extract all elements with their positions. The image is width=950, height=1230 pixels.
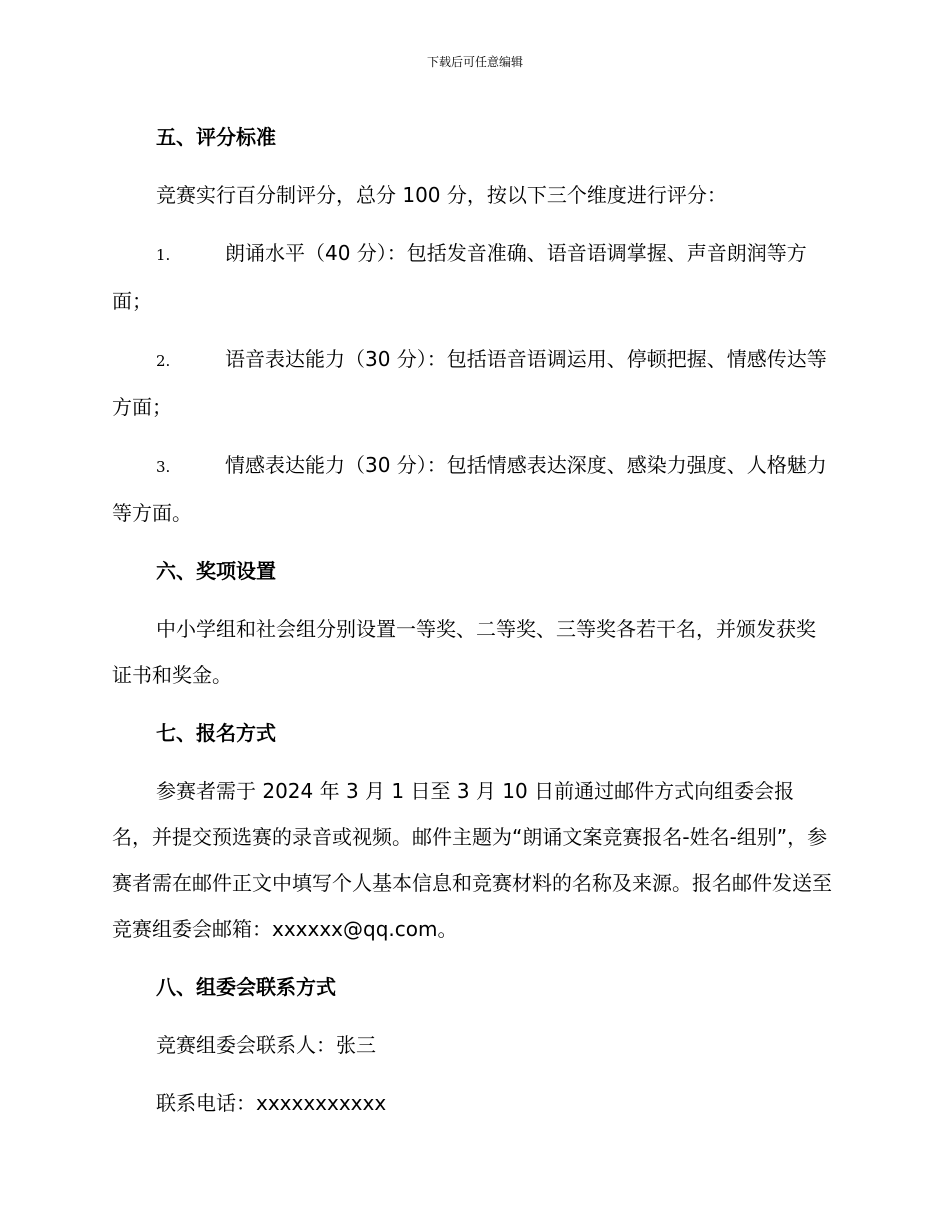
scoring-item (112, 442, 832, 536)
scoring-intro: 竞赛实行百分制评分，总分 100 分，按以下三个维度进行评分： (156, 183, 727, 207)
item-text: 语音表达能力（30 分）：包括语音语调运用、停顿把握、情感传达等方面； (112, 347, 827, 419)
scoring-item (112, 336, 832, 430)
item-number: 3. (156, 458, 171, 476)
section-heading-contact: 八、组委会联系方式 (156, 975, 336, 999)
document-body (112, 114, 832, 1138)
item-number: 1. (156, 246, 171, 264)
item-text: 朗诵水平（40 分）：包括发音准确、语音语调掌握、声音朗润等方面； (112, 241, 807, 313)
scoring-item (112, 230, 832, 324)
registration-body: 参赛者需于 2024 年 3 月 1 日至 3 月 10 日前通过邮件方式向组委会报名，并提交预选赛的录音或视频。邮件主题为“朗诵文案竞赛报名-姓名-组别”，参赛者需在邮件正文中填写个人基本信息和竞赛材料的名称及来源。报名邮件发送至竞赛组委会邮箱：xxxxxx@qq.com。 (112, 779, 832, 941)
awards-body: 中小学组和社会组分别设置一等奖、二等奖、三等奖各若干名，并颁发获奖证书和奖金。 (112, 617, 816, 687)
section-heading-registration: 七、报名方式 (156, 721, 276, 745)
item-text: 情感表达能力（30 分）：包括情感表达深度、感染力强度、人格魅力等方面。 (112, 453, 827, 525)
contact-person: 竞赛组委会联系人：张三 (156, 1033, 376, 1057)
contact-phone: 联系电话：xxxxxxxxxxx (156, 1091, 387, 1115)
section-heading-scoring: 五、评分标准 (156, 125, 276, 149)
section-heading-awards: 六、奖项设置 (156, 559, 276, 583)
page-header-note: 下载后可任意编辑 (426, 55, 523, 69)
item-number: 2. (156, 352, 171, 370)
